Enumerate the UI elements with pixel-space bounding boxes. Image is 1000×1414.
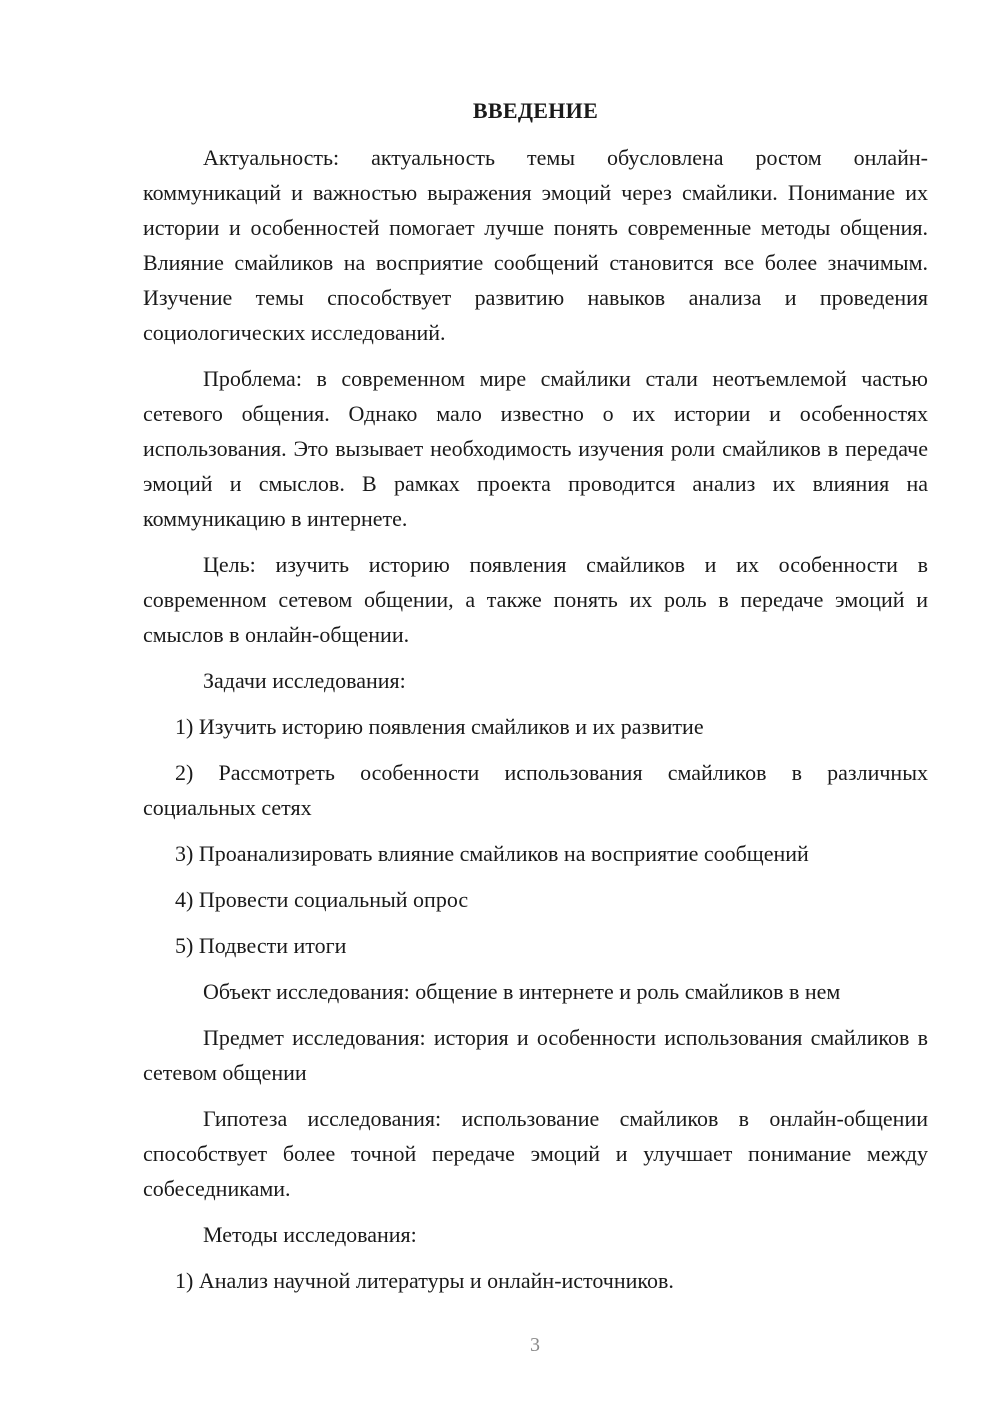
- list-item-task-1: 1) Изучить историю появления смайликов и их развитие: [175, 714, 704, 739]
- list-item-task-5: 5) Подвести итоги: [175, 933, 347, 958]
- methods-heading: Методы исследования:: [203, 1222, 417, 1247]
- list-item-method-1: 1) Анализ научной литературы и онлайн-источников.: [175, 1268, 674, 1293]
- tasks-heading: Задачи исследования:: [203, 668, 406, 693]
- page-number: 3: [530, 1334, 540, 1356]
- problem-paragraph: Проблема: в современном мире смайлики стали неотъемлемой частью сетевого общения. Однако мало известно о их истории и особенностях использования. Это вызывает необходимость изучения роли смайликов в передаче эмоций и смыслов. В рамках проекта проводится анализ их влияния на коммуникацию в интернете.: [143, 366, 928, 531]
- list-item-task-3: 3) Проанализировать влияние смайликов на восприятие сообщений: [175, 841, 809, 866]
- list-item-task-2: 2) Рассмотреть особенности использования смайликов в различных социальных сетях: [143, 760, 928, 820]
- subject-paragraph: Предмет исследования: история и особенности использования смайликов в сетевом общении: [143, 1025, 928, 1085]
- goal-paragraph: Цель: изучить историю появления смайликов и их особенности в современном сетевом общении, а также понять их роль в передаче эмоций и смыслов в онлайн-общении.: [143, 552, 928, 647]
- object-paragraph: Объект исследования: общение в интернете и роль смайликов в нем: [203, 979, 841, 1004]
- page-title: ВВЕДЕНИЕ: [472, 98, 599, 123]
- relevance-paragraph: Актуальность: актуальность темы обусловлена ростом онлайн-коммуникаций и важностью выражения эмоций через смайлики. Понимание их истории и особенностей помогает лучше понять современные методы общения. Влияние смайликов на восприятие сообщений становится все более значимым. Изучение темы способствует развитию навыков анализа и проведения социологических исследований.: [143, 145, 928, 345]
- document-page: [143, 93, 928, 1309]
- hypothesis-paragraph: Гипотеза исследования: использование смайликов в онлайн-общении способствует более точной передаче эмоций и улучшает понимание между собеседниками.: [143, 1106, 928, 1201]
- list-item-task-4: 4) Провести социальный опрос: [175, 887, 469, 912]
